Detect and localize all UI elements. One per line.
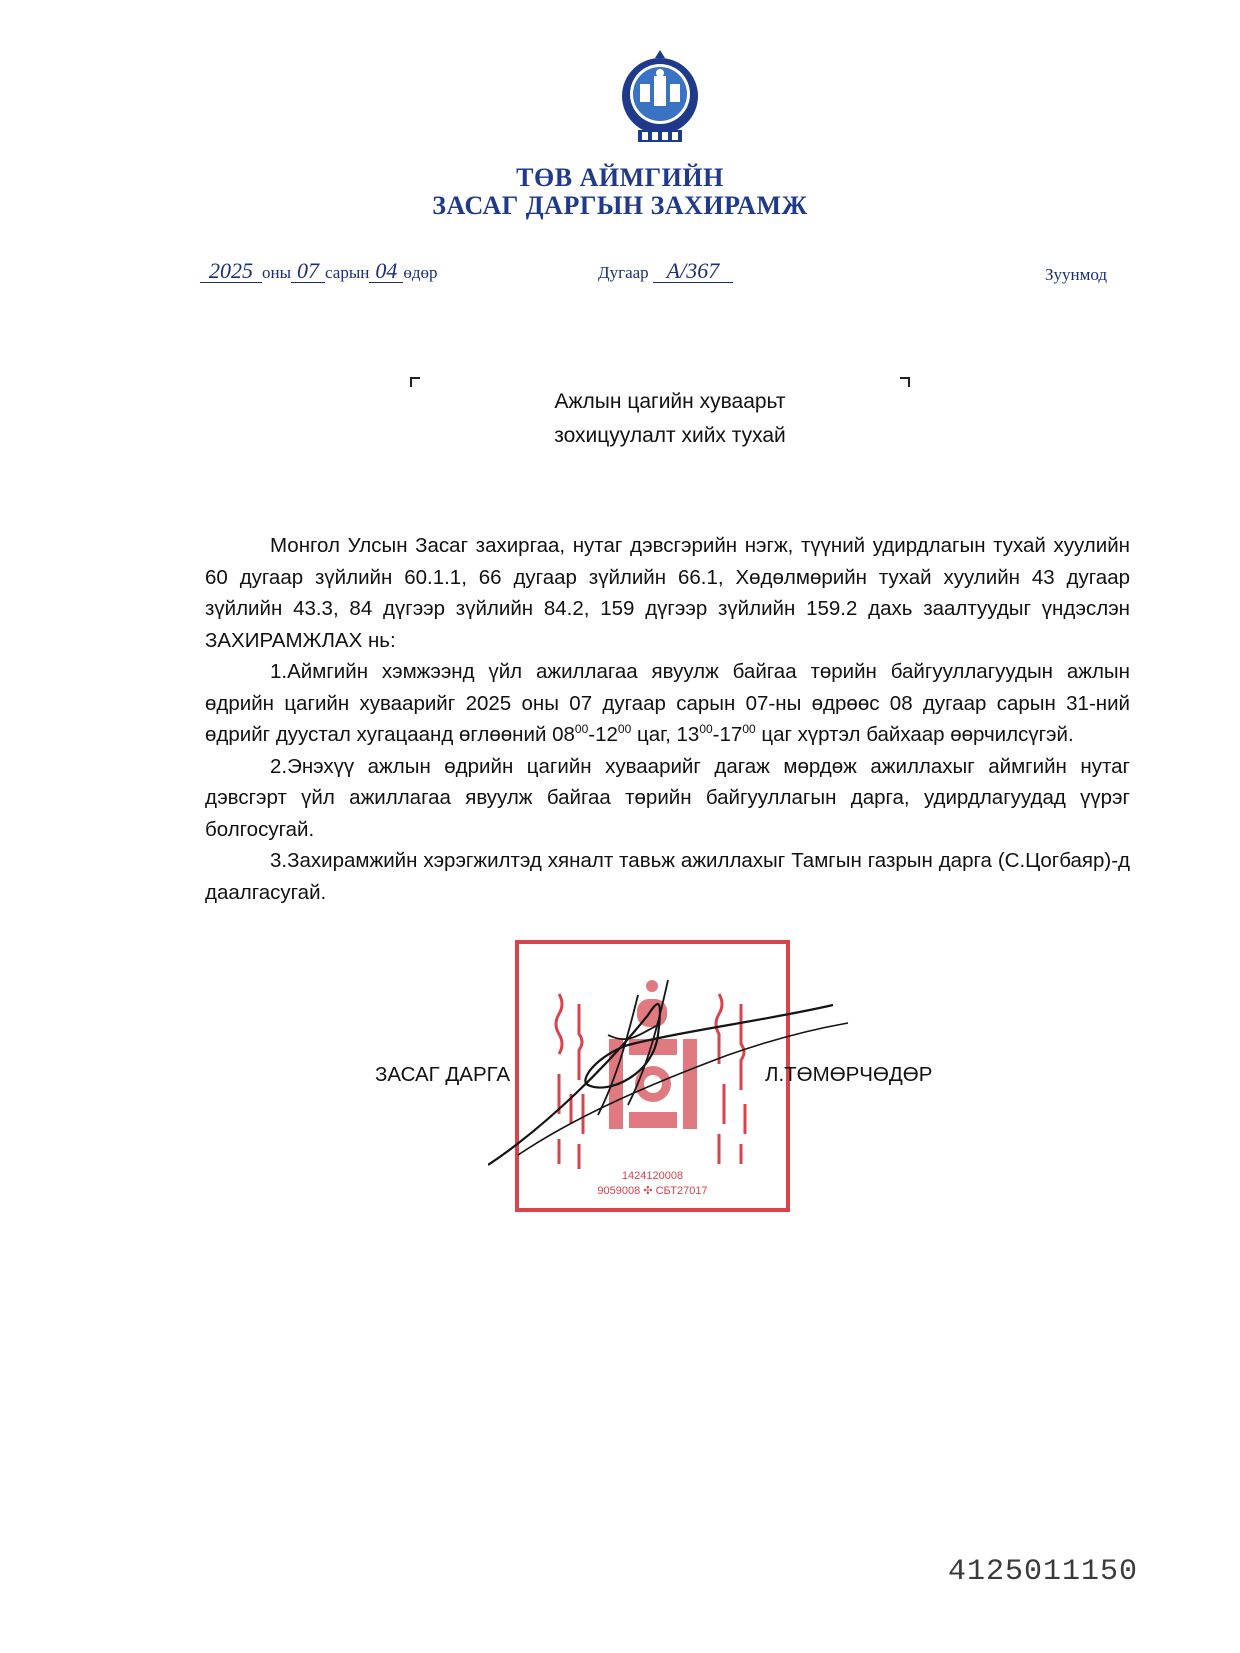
stamp-code-1: 1424120008 — [621, 1170, 684, 1182]
date-month-suffix: сарын — [325, 263, 370, 282]
date-day-suffix: өдөр — [403, 263, 438, 282]
date-year: 2025 — [200, 260, 262, 283]
number-label: Дугаар — [598, 263, 649, 282]
document-body — [205, 530, 1130, 908]
date-year-suffix: оны — [262, 263, 292, 282]
document-number-field — [598, 260, 733, 283]
document-number: А/367 — [653, 260, 733, 283]
document-title-line2: зохицуулалт хийх тухай — [554, 424, 786, 447]
place-of-issue: Зуунмод — [1045, 265, 1108, 284]
body-item-3: 3.Захирамжийн хэрэгжилтэд хяналт тавьж ажиллахыг Тамгын газрын дарга (С.Цогбаяр)-д даалгасугай. — [205, 849, 1130, 904]
date-month: 07 — [291, 260, 325, 283]
serial-number: 4125011150 — [948, 1555, 1139, 1589]
state-emblem-icon — [618, 46, 702, 146]
title-corner-left — [410, 377, 420, 387]
body-item-2: 2.Энэхүү ажлын өдрийн цагийн хуваарийг дагаж мөрдөж ажиллахыг аймгийн нутаг дэвсгэрт үйл ажиллагаа явуулж байгаа төрийн байгууллагын дарга, удирдлагуудад үүрэг болгосугай. — [205, 754, 1130, 841]
body-item-1: 1.Аймгийн хэмжээнд үйл ажиллагаа явуулж байгаа төрийн байгууллагуудын ажлын өдрийн цагийн хуваарийг 2025 оны 07 дугаар сарын 07-ны өдрөөс 08 дугаар сарын 31-ний өдрийг дуустал хугацаанд өглөөний $08^{00}-12^{00}$ цаг, $13^{00}-17^{00}$ цаг хүртэл байхаар өөрчилсүгэй. — [205, 660, 1130, 746]
body-intro: Монгол Улсын Засаг захиргаа, нутаг дэвсгэрийн нэгж, түүний удирдлагын тухай хуулийн 60 дугаар зүйлийн 60.1.1, 66 дугаар зүйлийн 66.1, Хөдөлмөрийн тухай хуулийн 43 дугаар зүйлийн 43.3, 84 дүгээр зүйлийн 84.2, 159 дүгээр зүйлийн 159.2 дахь заалтуудыг үндэслэн ЗАХИРАМЖЛАХ нь: — [205, 534, 1130, 652]
title-corner-right — [900, 377, 910, 387]
date-field — [200, 260, 438, 283]
document-title-line1: Ажлын цагийн хуваарьт — [554, 390, 786, 413]
signatory-name: Л.ТӨМӨРЧӨДӨР — [765, 1063, 933, 1086]
stamp-code-2: 9059008 ✣ СБТ27017 — [597, 1185, 708, 1197]
org-name-line2: ЗАСАГ ДАРГЫН ЗАХИРАМЖ — [432, 191, 808, 220]
org-name-line1: ТӨВ АЙМГИЙН — [516, 163, 724, 192]
handwritten-signature-icon — [488, 975, 863, 1175]
signatory-role: ЗАСАГ ДАРГА — [375, 1063, 511, 1086]
date-day: 04 — [369, 260, 403, 283]
